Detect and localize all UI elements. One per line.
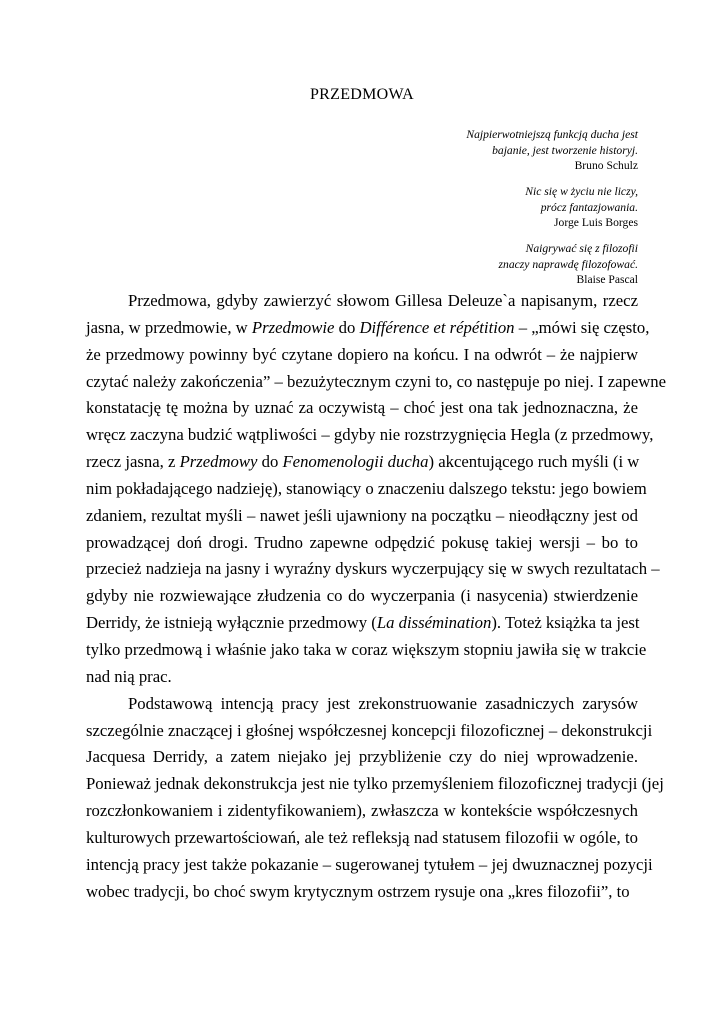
motto-line: Nic się w życiu nie liczy,: [525, 185, 638, 198]
text-line: rozczłonkowaniem i zidentyfikowaniem), zwłaszcza w kontekście współczesnych: [86, 801, 638, 821]
body-text: [86, 288, 667, 905]
text-line: wobec tradycji, bo choć swym krytycznym ostrzem rysuje ona „kres filozofii”, to: [86, 881, 630, 901]
motto-author: Jorge Luis Borges: [554, 216, 638, 229]
text-line: zdaniem, rezultat myśli – nawet jeśli ujawniony na początku – nieodłączny jest od: [86, 505, 638, 525]
text-line: kulturowych przewartościowań, ale też refleksją nad statusem filozofii w ogóle, to: [86, 827, 638, 847]
text-line: wręcz zaczyna budzić wątpliwości – gdyby nie rozstrzygnięcia Hegla (z przedmowy,: [86, 425, 654, 445]
motto-line: Najpierwotniejszą funkcją ducha jest: [466, 128, 638, 141]
paragraph-2: [86, 691, 664, 906]
text-line: rzecz jasna, z Przedmowy do Fenomenologii ducha) akcentującego ruch myśli (i w: [86, 452, 640, 472]
text-line: przecież nadzieja na jasny i wyraźny dyskurs wyczerpujący się w swych rezultatach –: [86, 559, 660, 579]
text-line: Ponieważ jednak dekonstrukcja jest nie tylko przemyśleniem filozoficznej tradycji (jej: [86, 774, 664, 794]
text-line: że przedmowy powinny być czytane dopiero na końcu. I na odwrót – że najpierw: [86, 344, 638, 364]
motto-line: bajanie, jest tworzenie historyj.: [492, 143, 638, 157]
text-line: Przedmowa, gdyby zawierzyć słowom Gillesa Deleuze`a napisanym, rzecz: [128, 291, 638, 310]
motto-borges: [525, 184, 638, 231]
text-line: czytać należy zakończenia” – bezużytecznym czyni to, co następuje po niej. I zapewne: [86, 371, 667, 391]
text-line: Derridy, że istnieją wyłącznie przedmowy (La dissémination). Toteż książka ta jest: [86, 613, 640, 633]
text-line: gdyby nie rozwiewające złudzenia co do wyczerpania (i nasycenia) stwierdzenie: [86, 586, 638, 606]
text-line: nad nią prac.: [86, 666, 172, 686]
text-line: jasna, w przedmowie, w Przedmowie do Différence et répétition – „mówi się często,: [86, 317, 650, 337]
motto-author: Blaise Pascal: [576, 273, 638, 286]
text-line: tylko przedmową i właśnie jako taka w coraz większym stopniu jawiła się w trakcie: [86, 639, 647, 659]
motto-pascal: [499, 241, 638, 288]
motto-line: znaczy naprawdę filozofować.: [498, 257, 638, 271]
text-line: nim pokładającego nadzieję), stanowiący o znaczeniu dalszego tekstu: jego bowiem: [86, 478, 647, 498]
text-line: szczególnie znaczącej i głośnej współczesnej koncepcji filozoficznej – dekonstrukcji: [86, 720, 653, 740]
motto-schulz: [466, 127, 638, 174]
text-line: Jacquesa Derridy, a zatem niejako jej przybliżenie czy do niej wprowadzenie.: [86, 747, 638, 767]
text-line: Podstawową intencją pracy jest zrekonstruowanie zasadniczych zarysów: [128, 693, 638, 713]
motto-line: prócz fantazjowania.: [540, 200, 638, 214]
page-title: PRZEDMOWA: [309, 86, 415, 103]
motto-line: Naigrywać się z filozofii: [525, 242, 638, 255]
text-line: intencją pracy jest także pokazanie – sugerowanej tytułem – jej dwuznacznej pozycji: [86, 854, 653, 874]
text-line: konstatację tę można by uznać za oczywistą – choć jest ona tak jednoznaczna, że: [86, 398, 638, 418]
paragraph-1: [86, 288, 667, 691]
motto-author: Bruno Schulz: [574, 159, 638, 172]
text-line: prowadzącej doń drogi. Trudno zapewne odpędzić pokusę takiej wersji – bo to: [86, 532, 638, 552]
